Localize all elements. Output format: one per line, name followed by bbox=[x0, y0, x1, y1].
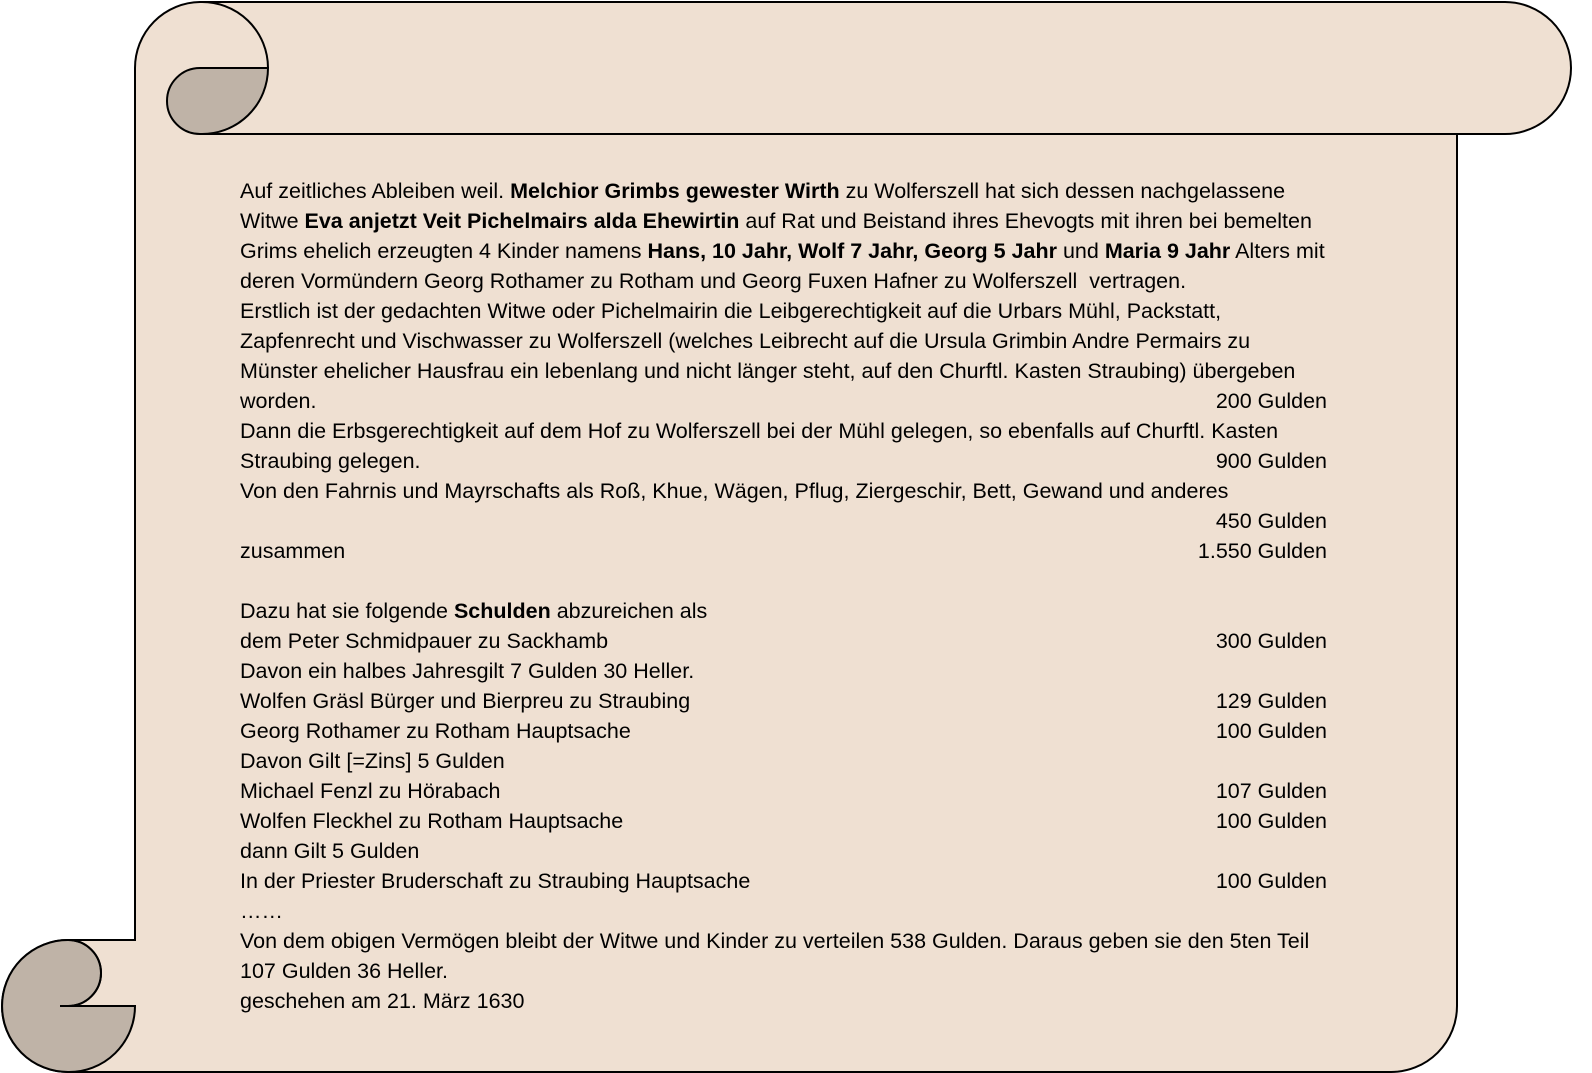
text-run: Straubing gelegen. bbox=[240, 449, 421, 473]
asset-line bbox=[240, 356, 1380, 386]
text-run: deren Vormündern Georg Rothamer zu Rotham und Georg Fuxen Hafner zu Wolferszell vertragen. bbox=[240, 269, 1187, 293]
amount-value: 300 Gulden bbox=[1215, 629, 1327, 653]
closing-line bbox=[240, 986, 1380, 1016]
text-run: Von dem obigen Vermögen bleibt der Witwe und Kinder zu verteilen 538 Gulden. Daraus geben sie den 5ten Teil bbox=[240, 929, 1310, 953]
bold-text: Hans, 10 Jahr, Wolf 7 Jahr, Georg 5 Jahr bbox=[647, 239, 1057, 263]
text-run: Michael Fenzl zu Hörabach bbox=[240, 779, 501, 803]
intro-line bbox=[240, 236, 1380, 266]
text-run: Auf zeitliches Ableiben weil. bbox=[240, 179, 511, 203]
amount-value: 200 Gulden bbox=[1215, 389, 1327, 413]
text-run: …… bbox=[240, 899, 283, 923]
debt-line bbox=[240, 626, 1380, 656]
asset-line bbox=[240, 476, 1380, 506]
text-run: Georg Rothamer zu Rotham Hauptsache bbox=[240, 719, 631, 743]
debt-line bbox=[240, 836, 1380, 866]
text-run: Von den Fahrnis und Mayrschafts als Roß, Khue, Wägen, Pflug, Ziergeschir, Bett, Gewand und anderes bbox=[240, 479, 1229, 503]
debt-line bbox=[240, 806, 1380, 836]
text-run: Grims ehelich erzeugten 4 Kinder namens bbox=[240, 239, 648, 263]
bold-text: Eva anjetzt Veit Pichelmairs alda Ehewirtin bbox=[304, 209, 740, 233]
text-run: abzureichen als bbox=[550, 599, 708, 623]
text-run: auf Rat und Beistand ihres Ehevogts mit ihren bei bemelten bbox=[739, 209, 1312, 233]
asset-line bbox=[240, 536, 1380, 566]
text-run: worden. bbox=[240, 389, 317, 413]
text-run: Witwe bbox=[240, 209, 305, 233]
debt-line bbox=[240, 866, 1380, 896]
asset-line bbox=[240, 386, 1380, 416]
document-text bbox=[240, 176, 1380, 1016]
text-run: Davon ein halbes Jahresgilt 7 Gulden 30 Heller. bbox=[240, 659, 695, 683]
closing-line bbox=[240, 956, 1380, 986]
amount-value: 107 Gulden bbox=[1215, 779, 1327, 803]
amount-value: 100 Gulden bbox=[1215, 869, 1327, 893]
text-run: Dazu hat sie folgende bbox=[240, 599, 454, 623]
amount-value: 100 Gulden bbox=[1215, 719, 1327, 743]
text-run: dann Gilt 5 Gulden bbox=[240, 839, 420, 863]
text-run: Alters mit bbox=[1230, 239, 1325, 263]
asset-line bbox=[240, 446, 1380, 476]
intro-line bbox=[240, 176, 1380, 206]
debt-line bbox=[240, 656, 1380, 686]
debt-line bbox=[240, 686, 1380, 716]
asset-line bbox=[240, 326, 1380, 356]
asset-line bbox=[240, 296, 1380, 326]
debt-line bbox=[240, 896, 1380, 926]
text-run: zusammen bbox=[240, 539, 346, 563]
text-run: dem Peter Schmidpauer zu Sackhamb bbox=[240, 629, 609, 653]
text-run: Zapfenrecht und Vischwasser zu Wolferszell (welches Leibrecht auf die Ursula Grimbin Andre Permairs zu bbox=[240, 329, 1251, 353]
amount-value: 129 Gulden bbox=[1215, 689, 1327, 713]
intro-line bbox=[240, 266, 1380, 296]
debt-line bbox=[240, 716, 1380, 746]
text-run: 107 Gulden 36 Heller. bbox=[240, 959, 448, 983]
text-run: Dann die Erbsgerechtigkeit auf dem Hof zu Wolferszell bei der Mühl gelegen, so ebenfalls auf Churftl. Kasten bbox=[240, 419, 1279, 443]
debt-line bbox=[240, 746, 1380, 776]
spacer bbox=[240, 566, 1380, 596]
debt-line bbox=[240, 776, 1380, 806]
text-run: Erstlich ist der gedachten Witwe oder Pichelmairin die Leibgerechtigkeit auf die Urbars Mühl, Packstatt, bbox=[240, 299, 1222, 323]
amount-value: 1.550 Gulden bbox=[1197, 539, 1327, 563]
text-run: Wolfen Gräsl Bürger und Bierpreu zu Straubing bbox=[240, 689, 691, 713]
amount-value: 100 Gulden bbox=[1215, 809, 1327, 833]
text-run: Münster ehelicher Hausfrau ein lebenlang und nicht länger steht, auf den Churftl. Kasten Straubing) übergeben bbox=[240, 359, 1296, 383]
asset-line bbox=[240, 506, 1380, 536]
bold-text: Melchior Grimbs gewester Wirth bbox=[510, 179, 840, 203]
text-run: Wolfen Fleckhel zu Rotham Hauptsache bbox=[240, 809, 624, 833]
text-run: Davon Gilt [=Zins] 5 Gulden bbox=[240, 749, 505, 773]
asset-line bbox=[240, 416, 1380, 446]
debts-heading bbox=[240, 596, 1380, 626]
amount-value: 450 Gulden bbox=[1215, 509, 1327, 533]
text-run: und bbox=[1056, 239, 1105, 263]
intro-line bbox=[240, 206, 1380, 236]
amount-value: 900 Gulden bbox=[1215, 449, 1327, 473]
text-run: In der Priester Bruderschaft zu Straubing Hauptsache bbox=[240, 869, 751, 893]
bold-text: Maria 9 Jahr bbox=[1104, 239, 1231, 263]
text-run: geschehen am 21. März 1630 bbox=[240, 989, 525, 1013]
bold-text: Schulden bbox=[453, 599, 551, 623]
text-run: zu Wolferszell hat sich dessen nachgelassene bbox=[839, 179, 1286, 203]
closing-line bbox=[240, 926, 1380, 956]
